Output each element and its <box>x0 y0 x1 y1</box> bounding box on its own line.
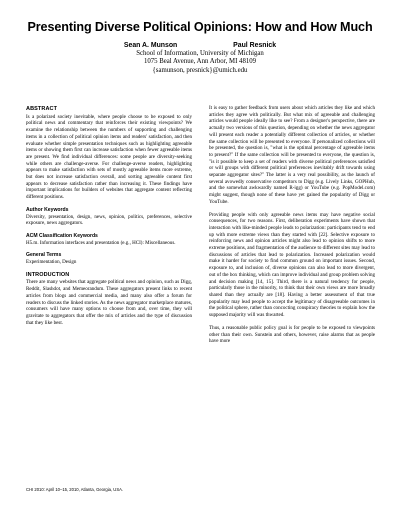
email: {samunson, presnick}@umich.edu <box>152 66 248 74</box>
body-paragraph: Thus, a reasonable public policy goal is for people to be exposed to viewpoints other than their own. Sunstein and others, however, raise alarms that as people have more <box>209 324 375 345</box>
conference-footnote: CHI 2010: April 10–15, 2010, Atlanta, Georgia, USA. <box>26 487 124 492</box>
abstract-section <box>26 106 192 201</box>
author-name: Sean A. Munson <box>123 42 178 49</box>
acm-section <box>26 233 192 246</box>
acm-heading: ACM Classification Keywords <box>26 232 98 239</box>
body-paragraph: Providing people with only agreeable news items may have negative social consequences, for two reasons. First, deliberation experiments have shown that interaction with like-minded people leads to polarization: participants tend to end up with more extreme views than they started with [22]. Selective exposure to reinforcing news and opinion articles might also lead to opinion shifts to more extreme positions, and fragmentation of the audience to different sites may lead to discussions of articles that lead to polarization. Increased polarization would make it harder for society to find common ground on important issues. Second, exposure to, and inclusion of, diverse opinions can also lead to more divergent, out of the box thinking, which can improve individual and group problem solving and decision making [14, 15]. Third, there is a natural tendency for people, particularly those in the minority, to think that their own views are more broadly shared than they actually are [18]. Having a better assessment of that true popularity may lead people to accept the legitimacy of disagreeable outcomes in the political sphere, rather than concocting conspiracy theories to explain how the supposed majority will was thwarted. <box>209 211 375 319</box>
keywords-text: Diversity, presentation, design, news, opinion, politics, preferences, selective exposure, news aggregators. <box>26 213 192 227</box>
keywords-section <box>26 207 192 227</box>
keywords-heading: Author Keywords <box>26 206 69 213</box>
author-name: Paul Resnick <box>233 42 277 49</box>
right-column <box>209 105 375 351</box>
affiliation: School of Information, University of Michigan <box>136 50 264 58</box>
abstract-text: Is a polarized society inevitable, where people choose to be exposed to only political news and commentary that reinforces their existing viewpoints? We examine the relationship between the numbers of supporting and challenging items in a collection of political opinion items and readers' satisfaction, and then evaluate whether simple presentation techniques such as highlighting agreeable items or showing them first can increase satisfaction when fewer agreeable items are present. We find individual differences: some people are diversity-seeking while others are challenge-averse. For challenge-averse readers, highlighting appears to make satisfaction with sets of mostly agreeable items more extreme, but does not increase satisfaction overall, and sorting agreeable content first appears to decrease satisfaction rather than increasing it. These findings have important implications for builders of websites that aggregate content reflecting different positions. <box>26 113 192 201</box>
introduction-text: There are many websites that aggregate political news and opinion, such as Digg, Reddit, Slashdot, and Memeorandum. These aggregators present links to recent articles from blogs and commercial media, and many also offer a forum for readers to discuss the linked stories. As the news aggregator marketplace matures, consumers will have many options to choose from and, over time, they will gravitate to aggregators that offer the mix of articles and the type of discussion that they like best. <box>26 279 192 326</box>
introduction-section <box>26 272 192 327</box>
introduction-heading: INTRODUCTION <box>26 271 70 278</box>
acm-text: H5.m. Information interfaces and presentation (e.g., HCI): Miscellaneous. <box>26 239 176 246</box>
abstract-heading: ABSTRACT <box>26 106 58 112</box>
terms-text: Experimentation, Design <box>26 259 77 266</box>
author-block <box>0 42 400 75</box>
paper-title: Presenting Diverse Political Opinions: How and How Much <box>27 20 373 34</box>
author-names <box>0 42 400 50</box>
terms-heading: General Terms <box>26 252 62 259</box>
body-paragraph: It is easy to gather feedback from users about which articles they like and which articles they agree with politically. But what mix of agreeable and challenging articles would people ideally like to see? From a designer's perspective, there are actually two versions of this question, depending on whether the news aggregator will present each reader a potentially different collection of articles, or whether the same collection will be presented to everyone. If personalized collections will be presented, the question is, "what is the optimal percentage of agreeable items to present?" If the same collection will be presented to everyone, the question is, "is it possible to keep a set of readers with diverse political preferences satisfied or will groups with different political preferences inevitably drift towards using separate aggregator sites?" The latter is a very real possibility, as the launch of several avowedly conservative competitors to Digg (e.g. Lively Links, GOPHub, and the somewhat awkwardly named R-igg) or YouTube (e.g. PopModel.com) might suggest, though none of these have yet gained the popularity of Digg or YouTube. <box>209 105 375 205</box>
address: 1075 Beal Avenue, Ann Arbor, MI 48109 <box>143 58 257 66</box>
left-column <box>26 106 192 332</box>
terms-section <box>26 252 192 265</box>
